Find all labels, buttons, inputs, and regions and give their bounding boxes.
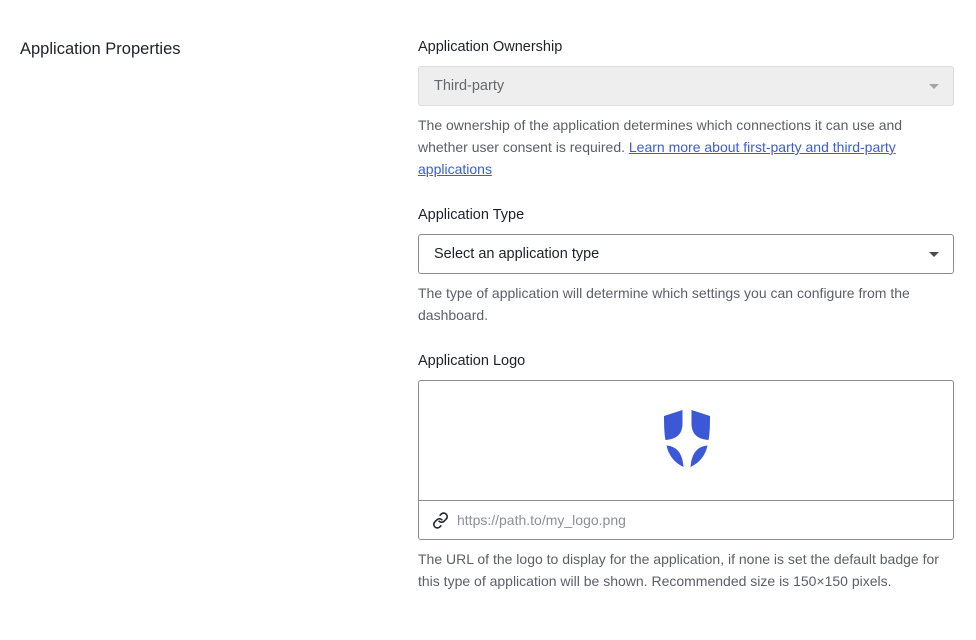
logo-preview bbox=[419, 381, 953, 501]
logo-field bbox=[418, 380, 954, 540]
app-type-label: Application Type bbox=[418, 207, 525, 223]
chevron-down-icon bbox=[929, 84, 939, 89]
app-type-help: The type of application will determine which settings you can configure from the dashboard. bbox=[418, 285, 910, 323]
link-icon bbox=[432, 512, 449, 529]
logo-label: Application Logo bbox=[418, 353, 526, 369]
ownership-select bbox=[418, 66, 954, 106]
logo-url-input[interactable] bbox=[457, 505, 937, 535]
chevron-down-icon bbox=[929, 252, 939, 257]
ownership-learn-more-link[interactable]: Learn more about first-party and third-party applications bbox=[418, 139, 896, 177]
logo-url-row bbox=[419, 501, 953, 539]
ownership-help-text: The ownership of the application determines which connections it can use and whether user consent is required. bbox=[418, 117, 903, 155]
app-type-select[interactable] bbox=[418, 234, 954, 274]
ownership-label: Application Ownership bbox=[418, 39, 563, 55]
app-type-select-value: Select an application type bbox=[434, 246, 600, 262]
section-title: Application Properties bbox=[20, 40, 181, 58]
logo-help: The URL of the logo to display for the application, if none is set the default badge for this type of application will be shown. Recommended size is 150×150 pixels. bbox=[418, 551, 939, 589]
ownership-help bbox=[418, 114, 954, 180]
ownership-select-value: Third-party bbox=[434, 78, 505, 94]
shield-logo-icon bbox=[661, 410, 713, 472]
